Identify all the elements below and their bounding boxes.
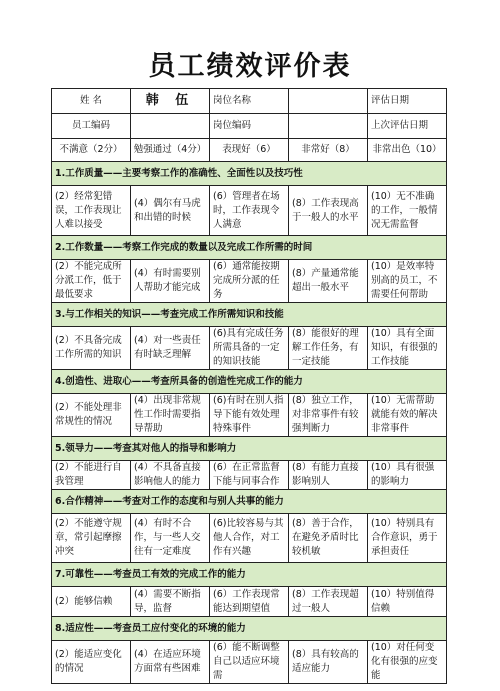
answer-option[interactable]: (8）独立工作，对非常事件有较强判断力 [289,394,368,437]
section-header-row [52,563,447,587]
answer-option[interactable]: (10）具有全面知识，有很强的工作技能 [368,327,447,370]
score-scale-row [52,139,447,162]
answer-row [52,394,447,437]
scale-item: 非常出色（10） [368,139,447,162]
answer-option[interactable]: (6）在正常监督下能与同事合作 [210,461,289,490]
answer-option[interactable]: (6）通常能按期完成所分派的任务 [210,260,289,303]
section-header: 6.合作精神——考查对工作的态度和与别人共事的能力 [52,490,447,514]
answer-option[interactable]: (10）特别值得信赖 [368,587,447,617]
section-header: 5.领导力——考查其对他人的指导和影响力 [52,437,447,461]
answer-row [52,327,447,370]
answer-row [52,587,447,617]
name-label: 姓 名 [52,89,131,114]
answer-option[interactable]: (10）对任何变化有很强的应变能 [368,641,447,684]
answer-option[interactable]: (6)有时在别人指导下能有效处理特殊事件 [210,394,289,437]
answer-option[interactable]: (4）有时需要别人帮助才能完成 [131,260,210,303]
employee-id-value[interactable] [131,114,210,139]
answer-option[interactable]: (6)具有完成任务所需具备的一定的知识技能 [210,327,289,370]
section-header: 2.工作数量——考察工作完成的数量以及完成工作所需的时间 [52,236,447,260]
answer-option[interactable]: (8）能很好的理解工作任务，有一定技能 [289,327,368,370]
answer-option[interactable]: (2）能够信赖 [52,587,131,617]
section-header-row [52,303,447,327]
section-header: 8.适应性——考查员工应付变化的环境的能力 [52,617,447,641]
answer-option[interactable]: (10）具有很强的影响力 [368,461,447,490]
answer-row [52,260,447,303]
answer-option[interactable]: (8）具有较高的适应能力 [289,641,368,684]
section-header-row [52,437,447,461]
answer-option[interactable]: (2）经常犯错误，工作表现让人难以接受 [52,186,131,236]
answer-option[interactable]: (2）能适应变化的情况 [52,641,131,684]
position-code-label: 岗位编码 [210,114,289,139]
answer-option[interactable]: (4）需要不断指导，监督 [131,587,210,617]
answer-option[interactable]: (6）能不断调整自己以适应环境需 [210,641,289,684]
section-header-row [52,236,447,260]
last-eval-date-label: 上次评估日期 [368,114,447,139]
section-header-row [52,490,447,514]
answer-option[interactable]: (2）不能遵守规章，常引起摩擦冲突 [52,514,131,563]
answer-row [52,514,447,563]
answer-row [52,186,447,236]
scale-item: 勉强通过（4分） [131,139,210,162]
answer-option[interactable]: (2）不具备完成工作所需的知识 [52,327,131,370]
answer-row [52,461,447,490]
info-row-2 [52,114,447,139]
answer-option[interactable]: (10）无需帮助就能有效的解决非常事件 [368,394,447,437]
name-value[interactable]: 韩 伍 [131,89,210,114]
answer-row [52,641,447,684]
section-header: 3.与工作相关的知识——考查完成工作所需知识和技能 [52,303,447,327]
answer-option[interactable]: (6）管理者在场时，工作表现令人满意 [210,186,289,236]
answer-option[interactable]: (8）工作表现高于一般人的水平 [289,186,368,236]
answer-option[interactable]: (8）有能力直接影响别人 [289,461,368,490]
page-title: 员工绩效评价表 [148,51,352,82]
section-header: 1.工作质量——主要考察工作的准确性、全面性以及技巧性 [52,162,447,186]
answer-option[interactable]: (4）不具备直接影响他人的能力 [131,461,210,490]
section-header: 7.可靠性——考查员工有效的完成工作的能力 [52,563,447,587]
answer-option[interactable]: (2）不能处理非常规性的情况 [52,394,131,437]
position-code-value[interactable] [289,114,368,139]
answer-option[interactable]: (4）对一些责任有时缺乏理解 [131,327,210,370]
answer-option[interactable]: (10）无不准确的工作，一般情况无需监督 [368,186,447,236]
eval-date-label: 评估日期 [368,89,447,114]
section-header-row [52,162,447,186]
position-value[interactable] [289,89,368,114]
answer-option[interactable]: (4）在适应环境方面常有些困难 [131,641,210,684]
answer-option[interactable]: (8）工作表现超过一般人 [289,587,368,617]
answer-option[interactable]: (10）是效率特别高的员工，不需要任何帮助 [368,260,447,303]
section-header-row [52,370,447,394]
answer-option[interactable]: (4）出现非常规性工作时需要指导帮助 [131,394,210,437]
section-header-row [52,617,447,641]
answer-option[interactable]: (2）不能完成所分派工作，低于最低要求 [52,260,131,303]
answer-option[interactable]: (2）不能进行自我管理 [52,461,131,490]
info-row-1 [52,89,447,114]
scale-item: 不满意（2分） [52,139,131,162]
employee-id-label: 员工编码 [52,114,131,139]
section-header: 4.创造性、进取心——考查所具备的创造性完成工作的能力 [52,370,447,394]
answer-option[interactable]: (8）产量通常能超出一般水平 [289,260,368,303]
answer-option[interactable]: (6)比较容易与其他人合作，对工作有兴趣 [210,514,289,563]
scale-item: 表现好（6） [210,139,289,162]
answer-option[interactable]: (6）工作表现常能达到期望值 [210,587,289,617]
evaluation-table [51,88,447,684]
answer-option[interactable]: (4）偶尔有马虎和出错的时候 [131,186,210,236]
answer-option[interactable]: (10）特别具有合作意识，勇于承担责任 [368,514,447,563]
answer-option[interactable]: (4）有时不合作，与一些人交往有一定难度 [131,514,210,563]
answer-option[interactable]: (8）善于合作，在避免矛盾时比较机敏 [289,514,368,563]
scale-item: 非常好（8） [289,139,368,162]
position-label: 岗位名称 [210,89,289,114]
